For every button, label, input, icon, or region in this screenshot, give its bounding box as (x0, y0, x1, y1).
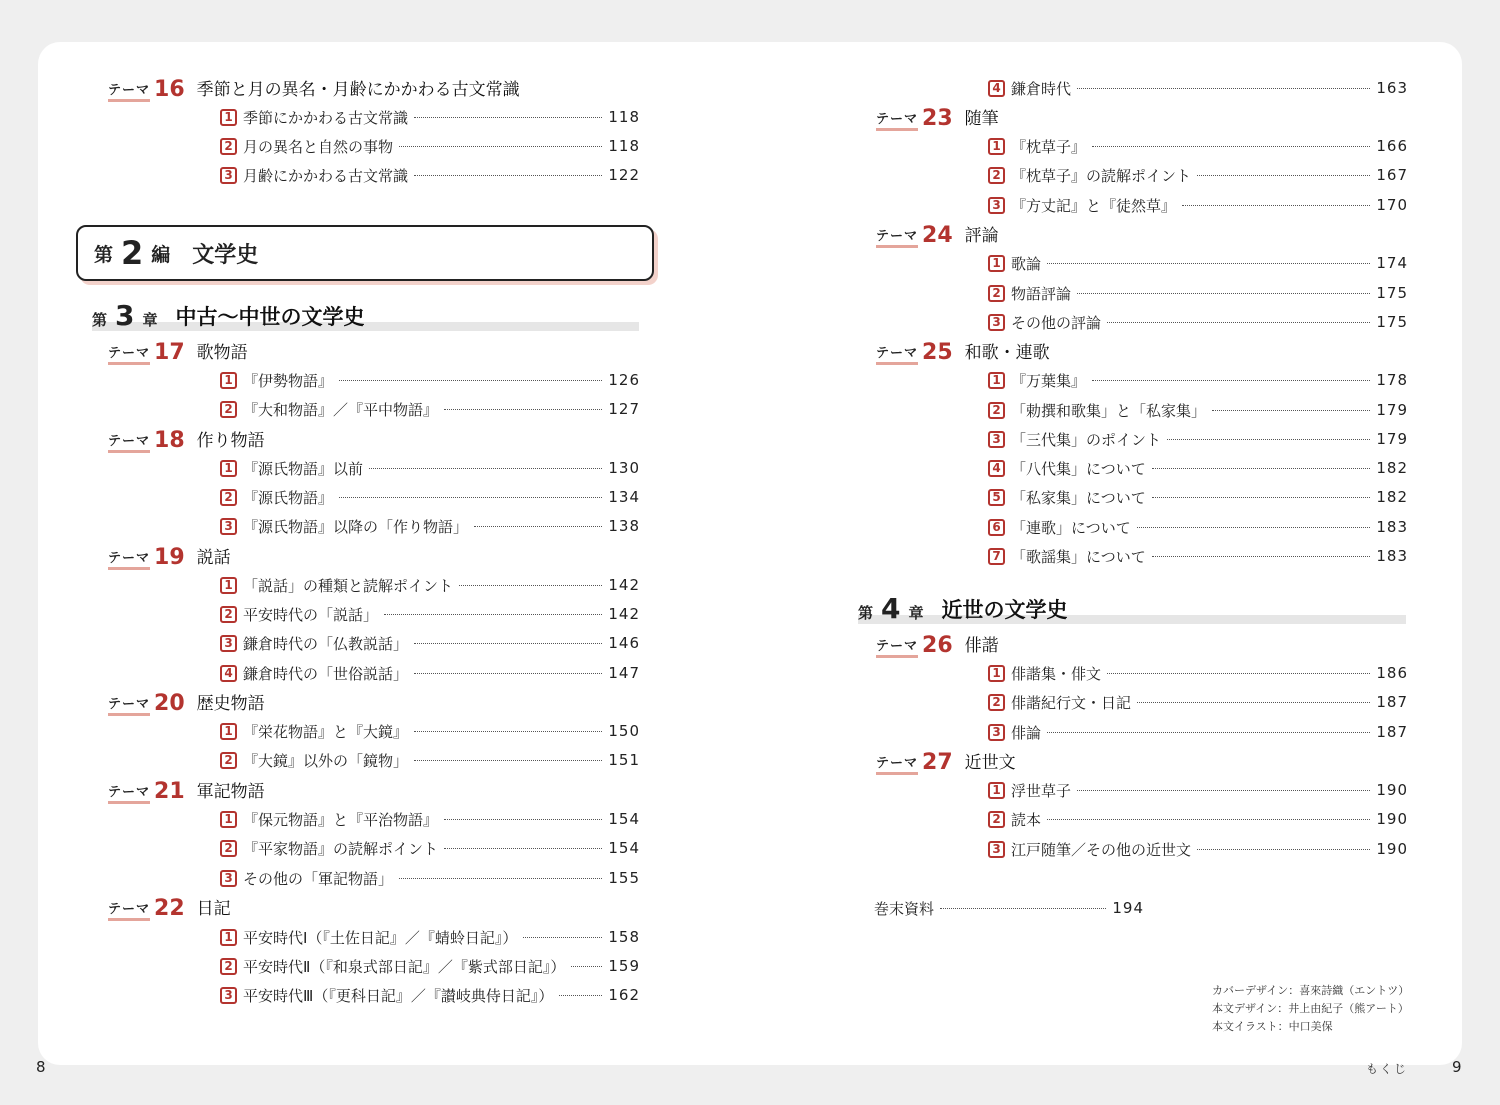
page-number: 190 (1376, 840, 1408, 858)
theme-label: テーマ (108, 902, 150, 921)
item-number-box: 3 (220, 870, 237, 887)
dot-leader (1077, 790, 1370, 791)
entry-title: 『方丈記』と『徒然草』 (1011, 196, 1177, 215)
toc-entry[interactable] (220, 603, 640, 625)
theme-label: テーマ (108, 434, 150, 453)
theme-number: 24 (922, 223, 953, 248)
theme-label: テーマ (108, 551, 150, 570)
page-number: 127 (608, 400, 640, 418)
item-number-box: 2 (220, 752, 237, 769)
page-number: 179 (1376, 430, 1408, 448)
entry-title: 『大鏡』以外の「鏡物」 (243, 751, 409, 770)
item-number-box: 2 (220, 489, 237, 506)
theme-16-heading (108, 76, 520, 102)
dot-leader (1137, 527, 1370, 528)
theme-label: テーマ (876, 756, 918, 775)
toc-entry[interactable] (988, 282, 1408, 304)
dot-leader (414, 760, 602, 761)
part-heading-box (76, 225, 654, 281)
page-number: 118 (608, 137, 640, 155)
toc-entry[interactable] (988, 428, 1408, 450)
item-number-box: 1 (220, 109, 237, 126)
dot-leader (940, 908, 1106, 909)
dot-leader (1047, 263, 1370, 264)
toc-entry[interactable] (220, 808, 640, 830)
dot-leader (1182, 205, 1370, 206)
theme-label: テーマ (876, 639, 918, 658)
page-number: 159 (608, 957, 640, 975)
page-number: 154 (608, 839, 640, 857)
chapter-4-heading (858, 593, 1068, 623)
toc-entry[interactable] (988, 194, 1408, 216)
page-number: 179 (1376, 401, 1408, 419)
entry-title: 月齢にかかわる古文常識 (243, 166, 409, 185)
toc-entry[interactable] (220, 574, 640, 596)
dot-leader (1137, 702, 1370, 703)
entry-title: 歌論 (1011, 254, 1042, 273)
item-number-box: 6 (988, 519, 1005, 536)
dot-leader (1077, 88, 1370, 89)
chapter-suffix: 章 (908, 604, 924, 622)
page-number-left: 8 (36, 1058, 46, 1076)
chapter-3-heading (92, 300, 365, 330)
item-number-box: 5 (988, 489, 1005, 506)
theme-27-heading (876, 749, 1016, 775)
entry-title: 平安時代の「説話」 (243, 605, 379, 624)
page-number: 134 (608, 488, 640, 506)
toc-entry[interactable] (220, 749, 640, 771)
page-number: 182 (1376, 459, 1408, 477)
page-number: 175 (1376, 313, 1408, 331)
dot-leader (1152, 556, 1370, 557)
entry-title: 『平家物語』の読解ポイント (243, 839, 439, 858)
page-number: 163 (1376, 79, 1408, 97)
item-number-box: 1 (988, 372, 1005, 389)
theme-label: テーマ (876, 346, 918, 365)
entry-title: 俳諧紀行文・日記 (1011, 693, 1132, 712)
entry-title: 季節にかかわる古文常識 (243, 108, 409, 127)
page-number-right: 9 (1452, 1058, 1462, 1076)
appendix-entry[interactable] (874, 897, 1144, 919)
item-number-box: 2 (988, 167, 1005, 184)
entry-title: 『大和物語』／『平中物語』 (243, 400, 439, 419)
item-number-box: 2 (988, 402, 1005, 419)
dot-leader (414, 117, 602, 118)
theme-24-heading (876, 222, 999, 248)
theme-title: 作り物語 (196, 431, 265, 451)
dot-leader (1212, 410, 1370, 411)
entry-title: 「説話」の種類と読解ポイント (243, 576, 454, 595)
dot-leader (384, 614, 602, 615)
book-spread (38, 42, 1462, 1065)
theme-title: 近世文 (964, 753, 1016, 773)
credit-cover-design: カバーデザイン：喜來詩織（エントツ） (1212, 984, 1410, 997)
entry-title: 俳論 (1011, 723, 1042, 742)
toc-entry[interactable] (220, 164, 640, 186)
page-number: 130 (608, 459, 640, 477)
item-number-box: 1 (988, 782, 1005, 799)
toc-entry[interactable] (220, 867, 640, 889)
item-number-box: 1 (988, 665, 1005, 682)
item-number-box: 2 (220, 606, 237, 623)
item-number-box: 1 (220, 577, 237, 594)
entry-title: 鎌倉時代の「世俗説話」 (243, 664, 409, 683)
theme-19-heading (108, 544, 231, 570)
page-number: 154 (608, 810, 640, 828)
dot-leader (1107, 322, 1370, 323)
item-number-box: 2 (988, 811, 1005, 828)
chapter-prefix: 第 (858, 604, 874, 622)
page-number: 142 (608, 576, 640, 594)
theme-number: 27 (922, 750, 953, 775)
item-number-box: 3 (988, 314, 1005, 331)
toc-entry[interactable] (988, 164, 1408, 186)
item-number-box: 4 (988, 460, 1005, 477)
theme-title: 歴史物語 (196, 694, 265, 714)
dot-leader (1092, 146, 1370, 147)
theme-label: テーマ (108, 83, 150, 102)
page-number: 122 (608, 166, 640, 184)
toc-entry[interactable] (220, 457, 640, 479)
credit-text-design: 本文デザイン：井上由紀子（熊アート） (1212, 1002, 1409, 1015)
dot-leader (1047, 819, 1370, 820)
entry-title: 『万葉集』 (1011, 371, 1087, 390)
dot-leader (339, 497, 602, 498)
toc-entry[interactable] (220, 926, 640, 948)
item-number-box: 1 (220, 929, 237, 946)
item-number-box: 1 (988, 255, 1005, 272)
entry-title: 鎌倉時代 (1011, 79, 1072, 98)
dot-leader (459, 585, 602, 586)
theme-number: 16 (154, 77, 185, 102)
toc-entry[interactable] (220, 662, 640, 684)
theme-title: 日記 (196, 899, 231, 919)
item-number-box: 4 (220, 665, 237, 682)
entry-title: 『源氏物語』以前 (243, 459, 364, 478)
theme-label: テーマ (108, 346, 150, 365)
entry-title: 物語評論 (1011, 284, 1072, 303)
page-number: 190 (1376, 810, 1408, 828)
dot-leader (1167, 439, 1370, 440)
theme-26-heading (876, 632, 999, 658)
page-number: 182 (1376, 488, 1408, 506)
toc-entry[interactable] (988, 662, 1408, 684)
theme-label: テーマ (108, 785, 150, 804)
entry-title: 平安時代Ⅱ（『和泉式部日記』／『紫式部日記』） (243, 957, 566, 976)
page-number: 183 (1376, 518, 1408, 536)
entry-title: 浮世草子 (1011, 781, 1072, 800)
theme-title: 和歌・連歌 (964, 343, 1050, 363)
dot-leader (571, 966, 602, 967)
entry-title: 『伊勢物語』 (243, 371, 334, 390)
toc-entry[interactable] (220, 515, 640, 537)
item-number-box: 3 (220, 635, 237, 652)
theme-title: 評論 (964, 226, 999, 246)
theme-title: 季節と月の異名・月齢にかかわる古文常識 (196, 80, 520, 100)
item-number-box: 3 (988, 197, 1005, 214)
page-number: 118 (608, 108, 640, 126)
item-number-box: 3 (988, 841, 1005, 858)
entry-title: 月の異名と自然の事物 (243, 137, 394, 156)
toc-entry[interactable] (220, 955, 640, 977)
entry-title: その他の評論 (1011, 313, 1102, 332)
page-number: 138 (608, 517, 640, 535)
item-number-box: 3 (988, 724, 1005, 741)
dot-leader (339, 380, 602, 381)
toc-entry[interactable] (988, 838, 1408, 860)
toc-entry[interactable] (220, 486, 640, 508)
dot-leader (523, 937, 602, 938)
item-number-box: 2 (988, 694, 1005, 711)
page-number: 155 (608, 869, 640, 887)
part-prefix: 第 (94, 243, 114, 266)
entry-title: 読本 (1011, 810, 1042, 829)
item-number-box: 2 (988, 285, 1005, 302)
theme-18-heading (108, 427, 265, 453)
page-number: 187 (1376, 723, 1408, 741)
part-number: 2 (121, 234, 144, 272)
toc-entry[interactable] (988, 457, 1408, 479)
entry-title: 『栄花物語』と『大鏡』 (243, 722, 409, 741)
page-number: 190 (1376, 781, 1408, 799)
entry-title: 「三代集」のポイント (1011, 430, 1162, 449)
page-number: 146 (608, 634, 640, 652)
entry-title: 「歌謡集」について (1011, 547, 1146, 566)
entry-title: 「私家集」について (1011, 488, 1146, 507)
item-number-box: 2 (220, 840, 237, 857)
item-number-box: 3 (220, 987, 237, 1004)
dot-leader (399, 146, 602, 147)
dot-leader (444, 409, 602, 410)
credit-illustration: 本文イラスト：中口美保 (1212, 1020, 1333, 1033)
theme-23-heading (876, 105, 999, 131)
page-number: 175 (1376, 284, 1408, 302)
theme-label: テーマ (876, 112, 918, 131)
toc-entry[interactable] (220, 632, 640, 654)
dot-leader (414, 175, 602, 176)
theme-title: 俳諧 (964, 636, 999, 656)
page-number: 142 (608, 605, 640, 623)
entry-title: 「八代集」について (1011, 459, 1146, 478)
toc-entry[interactable] (988, 545, 1408, 567)
theme-22-heading (108, 895, 231, 921)
theme-title: 随筆 (964, 109, 999, 129)
theme-number: 25 (922, 340, 953, 365)
dot-leader (414, 673, 602, 674)
footer-label: もくじ (1366, 1062, 1409, 1076)
chapter-number: 4 (881, 592, 901, 625)
toc-entry[interactable] (988, 779, 1408, 801)
page-number: 158 (608, 928, 640, 946)
page-number: 174 (1376, 254, 1408, 272)
toc-entry[interactable] (220, 837, 640, 859)
toc-entry[interactable] (988, 369, 1408, 391)
toc-entry[interactable] (988, 486, 1408, 508)
page-number: 178 (1376, 371, 1408, 389)
item-number-box: 1 (220, 460, 237, 477)
item-number-box: 3 (220, 167, 237, 184)
page-number: 186 (1376, 664, 1408, 682)
theme-25-heading (876, 339, 1050, 365)
entry-title: 『保元物語』と『平治物語』 (243, 810, 439, 829)
toc-entry[interactable] (988, 516, 1408, 538)
theme-number: 19 (154, 545, 185, 570)
chapter-prefix: 第 (92, 311, 108, 329)
toc-entry[interactable] (220, 135, 640, 157)
toc-entry[interactable] (220, 106, 640, 128)
page-number: 187 (1376, 693, 1408, 711)
item-number-box: 3 (220, 518, 237, 535)
theme-number: 23 (922, 106, 953, 131)
entry-title: 俳諧集・俳文 (1011, 664, 1102, 683)
theme-label: テーマ (876, 229, 918, 248)
dot-leader (414, 643, 602, 644)
page-number: 147 (608, 664, 640, 682)
entry-title: 『源氏物語』 (243, 488, 334, 507)
dot-leader (1077, 293, 1370, 294)
entry-title: その他の「軍記物語」 (243, 869, 394, 888)
toc-entry[interactable] (988, 311, 1408, 333)
entry-title: 平安時代Ⅰ（『土佐日記』／『蜻蛉日記』） (243, 928, 518, 947)
item-number-box: 4 (988, 80, 1005, 97)
toc-entry[interactable] (988, 808, 1408, 830)
item-number-box: 2 (220, 401, 237, 418)
toc-entry[interactable] (988, 77, 1408, 99)
page-number: 166 (1376, 137, 1408, 155)
dot-leader (1047, 732, 1370, 733)
theme-21-heading (108, 778, 265, 804)
page-number: 150 (608, 722, 640, 740)
page-number: 183 (1376, 547, 1408, 565)
page-number: 167 (1376, 166, 1408, 184)
item-number-box: 1 (988, 138, 1005, 155)
dot-leader (1152, 468, 1370, 469)
entry-title: 『枕草子』 (1011, 137, 1087, 156)
toc-entry[interactable] (988, 252, 1408, 274)
dot-leader (444, 819, 602, 820)
dot-leader (369, 468, 602, 469)
dot-leader (559, 995, 602, 996)
item-number-box: 1 (220, 372, 237, 389)
dot-leader (444, 848, 602, 849)
entry-title: 平安時代Ⅲ（『更科日記』／『讃岐典侍日記』） (243, 986, 554, 1005)
entry-title: 『枕草子』の読解ポイント (1011, 166, 1192, 185)
theme-title: 軍記物語 (196, 782, 265, 802)
chapter-suffix: 章 (142, 311, 158, 329)
item-number-box: 2 (220, 138, 237, 155)
theme-number: 17 (154, 340, 185, 365)
dot-leader (474, 526, 602, 527)
entry-title: 江戸随筆／その他の近世文 (1011, 840, 1192, 859)
page-number: 126 (608, 371, 640, 389)
dot-leader (1152, 497, 1370, 498)
item-number-box: 7 (988, 548, 1005, 565)
credits-block (1212, 982, 1409, 1036)
toc-entry[interactable] (220, 720, 640, 742)
item-number-box: 1 (220, 723, 237, 740)
toc-entry[interactable] (220, 984, 640, 1006)
toc-entry[interactable] (988, 691, 1408, 713)
theme-number: 26 (922, 633, 953, 658)
theme-20-heading (108, 690, 265, 716)
appendix-title: 巻末資料 (874, 899, 935, 918)
page-number: 194 (1112, 899, 1144, 917)
dot-leader (1107, 673, 1370, 674)
dot-leader (414, 731, 602, 732)
entry-title: 鎌倉時代の「仏教説話」 (243, 634, 409, 653)
theme-number: 21 (154, 779, 185, 804)
toc-entry[interactable] (988, 399, 1408, 421)
theme-17-heading (108, 339, 248, 365)
item-number-box: 2 (220, 958, 237, 975)
theme-number: 22 (154, 896, 185, 921)
dot-leader (1092, 380, 1370, 381)
entry-title: 「連歌」について (1011, 518, 1131, 537)
theme-number: 18 (154, 428, 185, 453)
dot-leader (1197, 175, 1370, 176)
theme-title: 歌物語 (196, 343, 248, 363)
theme-label: テーマ (108, 697, 150, 716)
toc-entry[interactable] (220, 398, 640, 420)
page-number: 170 (1376, 196, 1408, 214)
dot-leader (1197, 849, 1370, 850)
toc-entry[interactable] (220, 369, 640, 391)
item-number-box: 1 (220, 811, 237, 828)
theme-title: 説話 (196, 548, 231, 568)
part-suffix: 編 (151, 243, 171, 266)
dot-leader (399, 878, 602, 879)
item-number-box: 3 (988, 431, 1005, 448)
chapter-number: 3 (115, 299, 135, 332)
toc-entry[interactable] (988, 721, 1408, 743)
chapter-title: 近世の文学史 (941, 598, 1068, 622)
part-title: 文学史 (192, 242, 259, 268)
page-number: 151 (608, 751, 640, 769)
toc-entry[interactable] (988, 135, 1408, 157)
entry-title: 「勅撰和歌集」と「私家集」 (1011, 401, 1207, 420)
entry-title: 『源氏物語』以降の「作り物語」 (243, 517, 469, 536)
chapter-title: 中古～中世の文学史 (175, 305, 365, 329)
page-number: 162 (608, 986, 640, 1004)
theme-number: 20 (154, 691, 185, 716)
